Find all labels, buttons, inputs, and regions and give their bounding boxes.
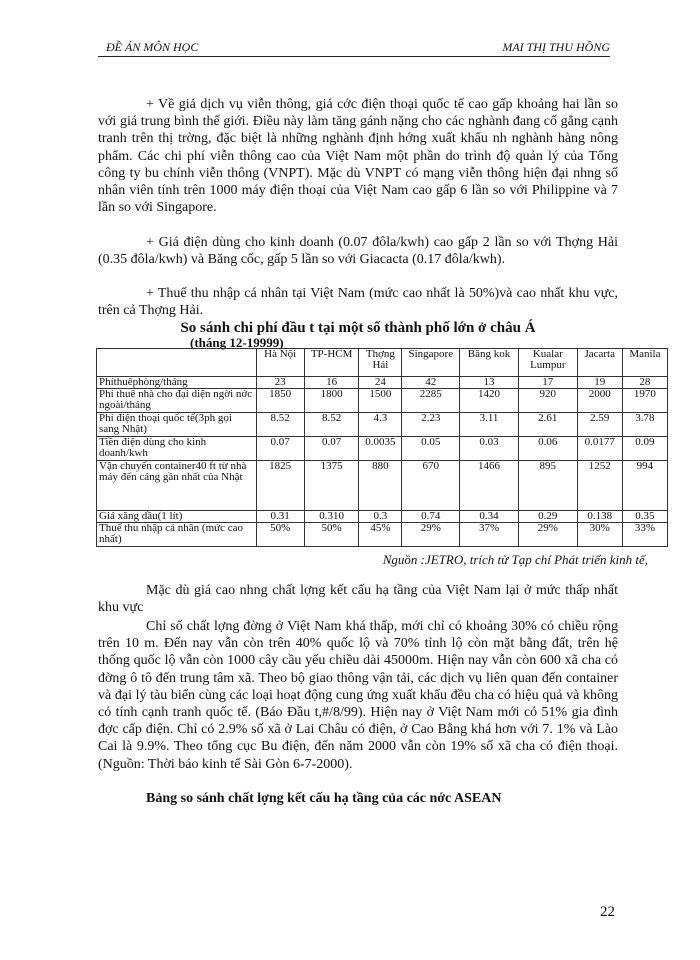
table-cell: 1466: [460, 461, 519, 511]
row-label: Phí điện thoại quốc tế(3ph gọi sang Nhật): [97, 413, 257, 437]
table-cell: 17: [518, 377, 577, 389]
table-cell: 1375: [304, 461, 359, 511]
table-cell: 0.03: [460, 437, 519, 461]
table-cell: 4.3: [359, 413, 402, 437]
table-row: [97, 523, 668, 547]
table-cell: 0.29: [518, 511, 577, 523]
table-cell: 0.3: [359, 511, 402, 523]
table-cell: 0.74: [402, 511, 460, 523]
col-header: Singapore: [402, 349, 460, 377]
table-cell: 33%: [622, 523, 667, 547]
table-cell: 1252: [577, 461, 622, 511]
table-row: [97, 461, 668, 511]
table-cell: 0.09: [622, 437, 667, 461]
table-cell: 3.11: [460, 413, 519, 437]
row-label: Phí thuê nhà cho đại diện ngời nớc ngoài/tháng: [97, 389, 257, 413]
table-cell: 1500: [359, 389, 402, 413]
table-cell: 880: [359, 461, 402, 511]
row-label: Vận chuyển container40 ft từ nhà máy đến cảng gần nhất của Nhật: [97, 461, 257, 511]
table-cell: 13: [460, 377, 519, 389]
table-cell: 2.23: [402, 413, 460, 437]
col-header: Thợng Hải: [359, 349, 402, 377]
table-cell: 30%: [577, 523, 622, 547]
table-header-row: [97, 349, 668, 377]
header-left: ĐỀ ÁN MÔN HỌC: [106, 40, 199, 54]
table-cell: 42: [402, 377, 460, 389]
table-cell: 37%: [460, 523, 519, 547]
table-cell: 28: [622, 377, 667, 389]
table-row: [97, 413, 668, 437]
table-cell: 0.35: [622, 511, 667, 523]
row-label: Tiền điện dùng cho kinh doanh/kwh: [97, 437, 257, 461]
table-cell: 2000: [577, 389, 622, 413]
table-row: [97, 389, 668, 413]
table-cell: 0.05: [402, 437, 460, 461]
table-cell: 2.61: [518, 413, 577, 437]
paragraph-income-tax: + Thuế thu nhập cá nhân tại Việt Nam (mức cao nhất là 50%)và cao nhất khu vực, trên cả Thợng Hải.: [98, 286, 618, 319]
investment-cost-table: [96, 348, 668, 547]
table-cell: 19: [577, 377, 622, 389]
paragraph-infrastructure-intro: Mặc dù giá cao nhng chất lợng kết cấu hạ tầng của Việt Nam lại ở mức thấp nhất khu vực: [98, 583, 618, 616]
table-row: [97, 511, 668, 523]
col-header: Jacarta: [577, 349, 622, 377]
table-cell: 29%: [518, 523, 577, 547]
paragraph-telecom: + Về giá dịch vụ viễn thông, giá cớc điện thoại quốc tế cao gấp khoảng hai lần so với giá trung bình thế giới. Điều này làm tăng gánh nặng cho các nghành đang cố gắng cạnh tranh trên thị trờng, đặc biệt là những nghành định hớng xuất khẩu nh nghành hàng nông phẩm. Các chi phí viễn thông cao của Việt Nam một phần do trình độ quản lý của Tổng công ty bu chính viễn thông (VNPT). Mặc dù VNPT có mạng viễn thông hiện đại nhng số nhân viên tính trên 1000 máy điện thoại của Việt Nam cao gấp 6 lần so với Philippine và 7 lần so với Singapore.: [98, 97, 618, 216]
col-header: Manila: [622, 349, 667, 377]
asean-table-heading: Bảng so sánh chất lợng kết cấu hạ tầng của các nớc ASEAN: [146, 791, 502, 806]
table-cell: 0.06: [518, 437, 577, 461]
header-right: MAI THỊ THU HỒNG: [502, 40, 610, 54]
table-cell: 1825: [256, 461, 304, 511]
table-cell: 670: [402, 461, 460, 511]
table-cell: 994: [622, 461, 667, 511]
table-cell: 895: [518, 461, 577, 511]
table-source: Nguồn :JETRO, trích từ Tạp chí Phát triển kinh tế,: [382, 552, 648, 567]
table-cell: 1850: [256, 389, 304, 413]
table-cell: 2.59: [577, 413, 622, 437]
col-header: TP-HCM: [304, 349, 359, 377]
table-cell: 0.138: [577, 511, 622, 523]
table-cell: 23: [256, 377, 304, 389]
table-cell: 3.78: [622, 413, 667, 437]
col-header: Băng kok: [460, 349, 519, 377]
table-cell: 1800: [304, 389, 359, 413]
table-cell: 50%: [256, 523, 304, 547]
table-cell: 920: [518, 389, 577, 413]
page-number: 22: [600, 904, 615, 920]
table-cell: 45%: [359, 523, 402, 547]
table-cell: 0.310: [304, 511, 359, 523]
col-header: Hà Nội: [256, 349, 304, 377]
paragraph-roads-electricity: Chỉ số chất lợng đờng ở Việt Nam khá thấp, mới chỉ có khoảng 30% có chiều rộng trên 10 m. Đến nay vẫn còn trên 40% quốc lộ và 70% tỉnh lộ còn mặt bằng đất, trên hệ thống quốc lộ vẫn còn 1000 cây cầu yếu chiều dài 45000m. Hiện nay vẫn còn 600 xã cha có đờng ô tô đến trung tâm xã. Theo bộ giao thông vận tải, các dịch vụ liên quan đến container và đại lý tàu biển cùng các loại hoạt động cung ứng xuất khẩu đều cha có hiệu quả và không có tính cạnh tranh quốc tế. (Báo Đầu t,#/8/99). Hiện nay ở Việt Nam mới có 51% gia đình đợc cấp điện. Chỉ có 2.9% số xã ở Lai Châu có điện, ở Cao Bằng khá hơn với 7. 1% và Lào Cai là 9.9%. Theo tổng cục Bu điện, đến năm 2000 vẫn còn 19% số xã cha có điện thoại. (Nguồn: Thời báo kinh tế Sài Gòn 6-7-2000).: [98, 619, 618, 772]
table-cell: 0.0035: [359, 437, 402, 461]
table-cell: 50%: [304, 523, 359, 547]
row-label: Giá xăng dầu(1 lít): [97, 511, 257, 523]
table-cell: 8.52: [256, 413, 304, 437]
table-cell: 16: [304, 377, 359, 389]
row-label: Phíthuêphòng/tháng: [97, 377, 257, 389]
table-cell: 0.07: [304, 437, 359, 461]
table-cell: 2285: [402, 389, 460, 413]
table-cell: 0.07: [256, 437, 304, 461]
table-cell: 0.34: [460, 511, 519, 523]
table-row: [97, 377, 668, 389]
page-header: [98, 40, 610, 57]
table-cell: 1420: [460, 389, 519, 413]
table-row: [97, 437, 668, 461]
header-empty: [97, 349, 257, 377]
paragraph-electricity: + Giá điện dùng cho kinh doanh (0.07 đôla/kwh) cao gấp 2 lần so với Thợng Hải (0.35 đôla/kwh) và Băng cốc, gấp 5 lần so với Giacacta (0.17 đôla/kwh).: [98, 235, 618, 268]
table-title: So sánh chi phí đầu t tại một số thành phố lớn ở châu Á: [180, 320, 536, 336]
table-cell: 1970: [622, 389, 667, 413]
table-cell: 24: [359, 377, 402, 389]
table-subtitle: (tháng 12-19999): [190, 335, 284, 350]
table-cell: 8.52: [304, 413, 359, 437]
table-cell: 0.31: [256, 511, 304, 523]
table-cell: 0.0177: [577, 437, 622, 461]
table-cell: 29%: [402, 523, 460, 547]
row-label: Thuế thu nhập cá nhân (mức cao nhất): [97, 523, 257, 547]
col-header: Kualar Lumpur: [518, 349, 577, 377]
